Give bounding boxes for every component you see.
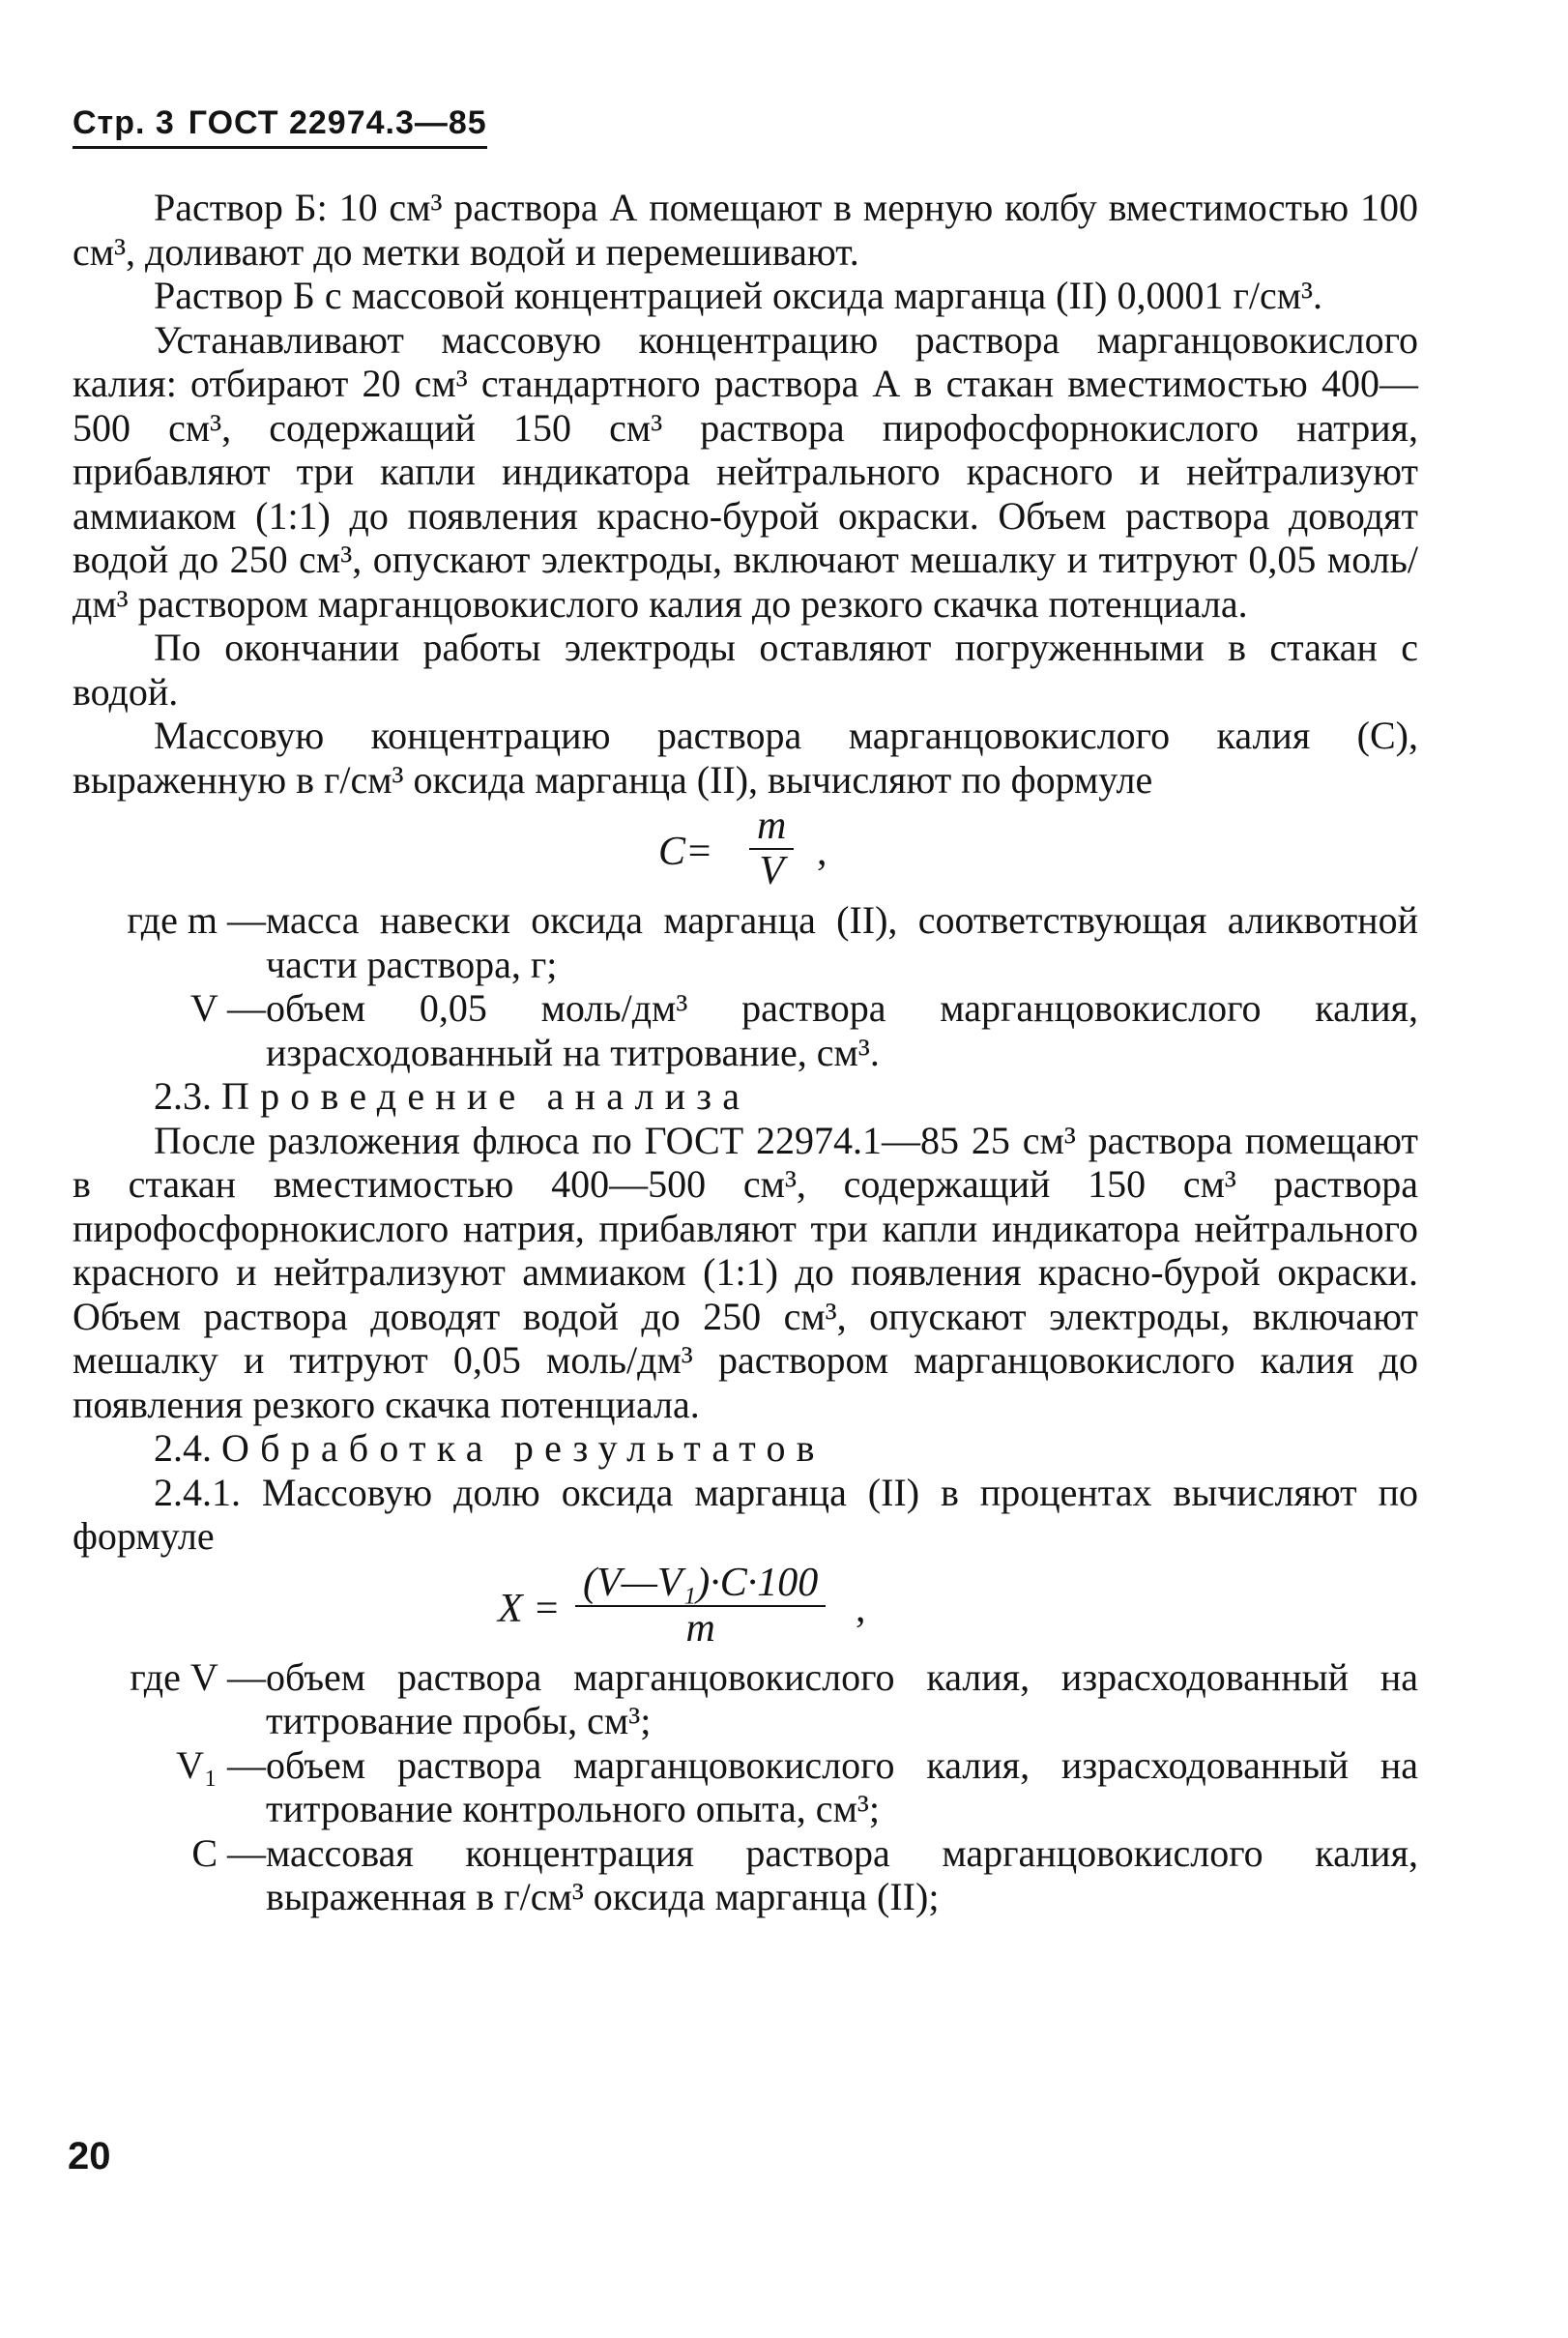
page-header	[73, 104, 487, 149]
formula-numerator: m	[749, 805, 794, 850]
definition-symbol: где m —	[127, 898, 266, 942]
definition-text: объем раствора марганцовокислого калия, израсходованный на титрование контрольного опыта, см³;	[266, 1742, 1418, 1830]
formula-fraction	[575, 1560, 826, 1651]
paragraph-concentration-establishment: Устанавливают массовую концентрацию раствора марганцовокислого калия: отбирают 20 см³ стандартного раствора А в стакан вместимостью 400—500 см³, содержащий 150 см³ раствора пирофосфорнокислого натрия, прибавляют три капли индикатора нейтрального красного и нейтрализуют аммиаком (1:1) до появления красно-бурой окраски. Объем раствора доводят водой до 250 см³, опускают электроды, включают мешалку и титруют 0,05 моль/дм³ раствором марганцовокислого калия до резкого скачка потенциала.	[73, 317, 1418, 626]
paragraph-electrodes: По окончании работы электроды оставляют погруженными в стакан с водой.	[73, 626, 1418, 714]
definition-row	[73, 1655, 1418, 1743]
definition-text: объем раствора марганцовокислого калия, израсходованный на титрование пробы, см³;	[266, 1654, 1418, 1742]
definition-symbol: C —	[191, 1830, 266, 1875]
formula-lhs: X =	[498, 1586, 561, 1631]
section-heading-analysis	[73, 1074, 1418, 1119]
definition-row	[73, 986, 1418, 1074]
formula-concentration	[73, 802, 1418, 898]
definition-symbol: где V —	[130, 1654, 266, 1699]
paragraph-concentration-formula-intro: Массовую концентрацию раствора марганцовокислого калия (C), выраженную в г/см³ оксида марганца (II), вычисляют по формуле	[73, 714, 1418, 802]
formula-fraction	[749, 805, 794, 892]
section-number: 2.3.	[154, 1074, 212, 1118]
definitions-mass-fraction	[73, 1655, 1418, 1919]
definition-row	[73, 1743, 1418, 1831]
formula-denominator: m	[685, 1605, 715, 1651]
formula-denominator: V	[759, 849, 784, 893]
definitions-concentration	[73, 898, 1418, 1074]
definition-text: массовая концентрация раствора марганцовокислого калия, выраженная в г/см³ оксида марганца (II);	[266, 1830, 1418, 1918]
section-title: Обработка результатов	[221, 1426, 826, 1470]
page-number: 20	[68, 2135, 111, 2177]
standard-code: ГОСТ 22974.3—85	[188, 104, 487, 141]
definition-symbol: V —	[189, 986, 266, 1030]
formula-trailing-comma: ,	[856, 1586, 866, 1631]
definition-text: масса навески оксида марганца (II), соответствующая аликвотной части раствора, г;	[266, 898, 1418, 986]
section-number: 2.4.	[154, 1426, 212, 1470]
formula-numerator: (V—V₁)·C·100	[575, 1563, 826, 1607]
definition-row	[73, 898, 1418, 986]
page-label: Стр. 3	[73, 104, 175, 141]
definition-row	[73, 1831, 1418, 1919]
formula-trailing-comma: ,	[817, 830, 828, 874]
paragraph-analysis-procedure: После разложения флюса по ГОСТ 22974.1—85 25 см³ раствора помещают в стакан вместимостью 400—500 см³, содержащий 150 см³ раствора пирофосфорнокислого натрия, прибавляют три капли индикатора нейтрального красного и нейтрализуют аммиаком (1:1) до появления красно-бурой окраски. Объем раствора доводят водой до 250 см³, опускают электроды, включают мешалку и титруют 0,05 моль/дм³ раствором марганцовокислого калия до появления резкого скачка потенциала.	[73, 1118, 1418, 1426]
formula-mass-fraction	[73, 1559, 1418, 1655]
paragraph-solution-b-preparation: Раствор Б: 10 см³ раствора А помещают в мерную колбу вместимостью 100 см³, доливают до метки водой и перемешивают.	[73, 186, 1418, 274]
section-heading-results	[73, 1426, 1418, 1471]
section-title: Проведение анализа	[221, 1074, 751, 1118]
definition-symbol: V₁ —	[176, 1742, 266, 1787]
formula-lhs: C=	[658, 830, 713, 874]
definition-text: объем 0,05 моль/дм³ раствора марганцовокислого калия, израсходованный на титрование, см³.	[266, 986, 1418, 1074]
paragraph-solution-b-concentration: Раствор Б с массовой концентрацией оксида марганца (II) 0,0001 г/см³.	[154, 274, 1323, 317]
paragraph-mass-fraction-intro: 2.4.1. Массовую долю оксида марганца (II) в процентах вычисляют по формуле	[73, 1470, 1418, 1558]
